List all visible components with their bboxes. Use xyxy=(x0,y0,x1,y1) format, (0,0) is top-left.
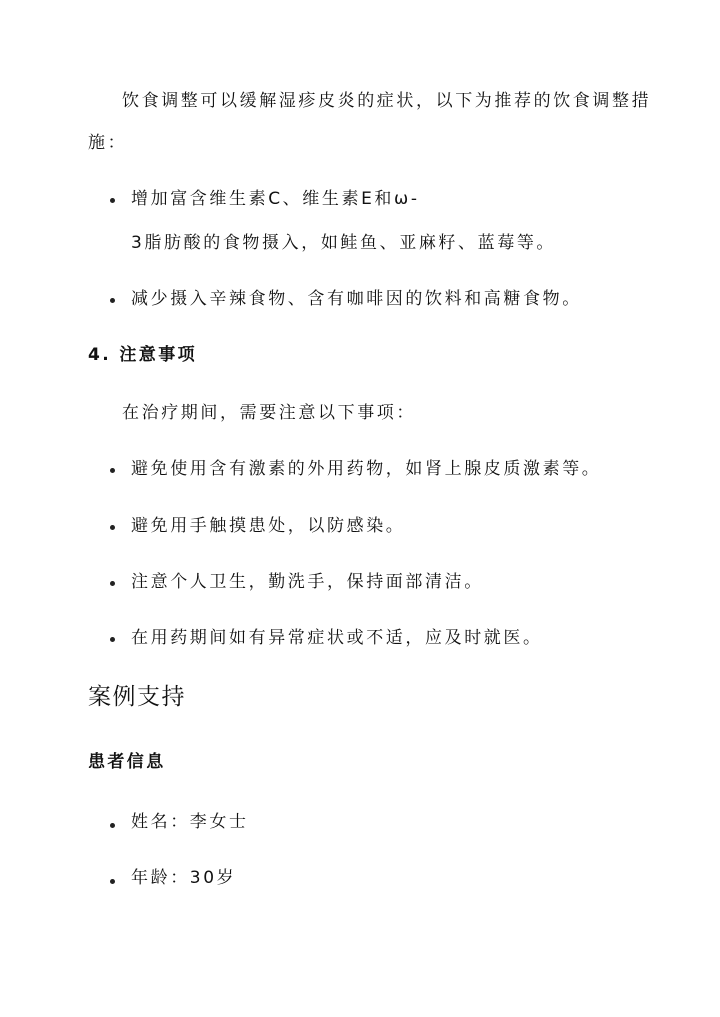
section-title: 案例支持 xyxy=(88,684,186,710)
list-item-text: 年龄：30岁 xyxy=(131,868,237,888)
list-item-text: 减少摄入辛辣食物、含有咖啡因的饮料和高糖食物。 xyxy=(131,289,582,309)
bullet-icon xyxy=(110,468,115,473)
bullet-icon xyxy=(110,823,115,828)
section-intro: 在治疗期间，需要注意以下事项： xyxy=(122,403,416,423)
bullet-icon xyxy=(110,525,115,530)
bullet-icon xyxy=(110,298,115,303)
list-item-text-continued: 3脂肪酸的食物摄入，如鲑鱼、亚麻籽、蓝莓等。 xyxy=(131,233,557,253)
bullet-icon xyxy=(110,581,115,586)
list-item-text: 避免使用含有激素的外用药物，如肾上腺皮质激素等。 xyxy=(131,459,602,479)
bullet-icon xyxy=(110,637,115,642)
list-item-text: 注意个人卫生，勤洗手，保持面部清洁。 xyxy=(131,572,484,592)
bullet-icon xyxy=(110,879,115,884)
list-item-text: 避免用手触摸患处，以防感染。 xyxy=(131,516,406,536)
intro-paragraph-line2: 施： xyxy=(88,133,128,153)
list-item-text: 在用药期间如有异常症状或不适，应及时就医。 xyxy=(131,628,543,648)
section-heading: 4. 注意事项 xyxy=(88,345,198,365)
bullet-icon xyxy=(110,198,115,203)
intro-paragraph-line1: 饮食调整可以缓解湿疹皮炎的症状，以下为推荐的饮食调整措 xyxy=(122,91,652,111)
list-item-text: 增加富含维生素C、维生素E和ω- xyxy=(131,189,420,209)
subsection-heading: 患者信息 xyxy=(88,752,166,772)
list-item-text: 姓名：李女士 xyxy=(131,812,249,832)
